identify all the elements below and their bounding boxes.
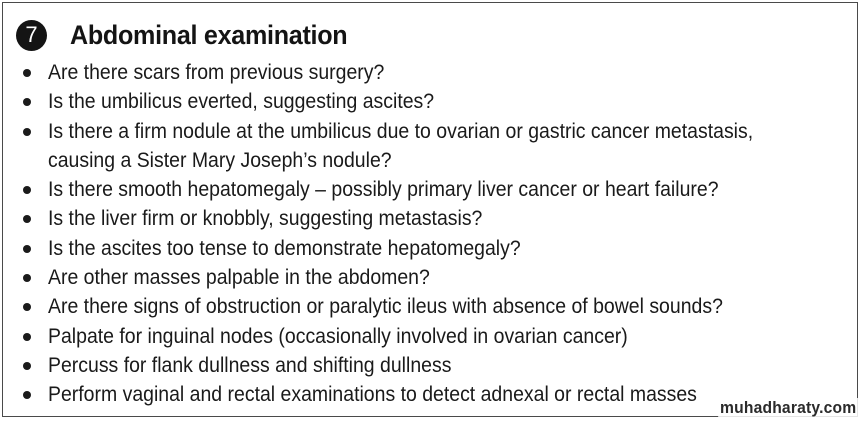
list-item-text: Are there scars from previous surgery?: [48, 60, 385, 84]
list-item-text: Is there smooth hepatomegaly – possibly primary liver cancer or heart failure?: [48, 177, 719, 202]
bullet-icon: [17, 322, 48, 341]
list-item: [17, 87, 859, 116]
list-item: [17, 234, 859, 263]
checklist: [17, 58, 859, 410]
list-item-text: Is the umbilicus everted, suggesting ascites?: [48, 89, 435, 114]
list-item-text: Are other masses palpable in the abdomen?: [48, 265, 430, 290]
content-box: [2, 2, 858, 417]
bullet-icon: [17, 87, 48, 106]
list-item-text: Are there signs of obstruction or paralytic ileus with absence of bowel sounds?: [48, 294, 723, 319]
section-title: Abdominal examination: [70, 19, 348, 50]
section-number-badge: 7: [16, 20, 47, 51]
bullet-icon: [17, 117, 48, 136]
list-item-text: Is the ascites too tense to demonstrate hepatomegaly?: [48, 235, 521, 260]
bullet-icon: [17, 263, 48, 282]
bullet-icon: [17, 292, 48, 311]
list-item: [17, 204, 859, 233]
list-item: [17, 117, 859, 176]
list-item-text: [48, 117, 753, 176]
site-watermark: muhadharaty.com: [719, 398, 857, 417]
bullet-icon: [17, 234, 48, 253]
section-header: [16, 18, 368, 52]
bullet-icon: [17, 351, 48, 370]
list-item: [17, 351, 859, 380]
list-item-line: causing a Sister Mary Joseph’s nodule?: [48, 147, 392, 172]
bullet-icon: [17, 58, 48, 77]
list-item-line: Is there a firm nodule at the umbilicus due to ovarian or gastric cancer metastasis,: [48, 118, 754, 143]
list-item: [17, 58, 859, 87]
list-item-text: Perform vaginal and rectal examinations to detect adnexal or rectal masses: [48, 382, 697, 407]
list-item-text: Palpate for inguinal nodes (occasionally involved in ovarian cancer): [48, 323, 628, 348]
list-item: [17, 263, 859, 292]
bullet-icon: [17, 380, 48, 399]
list-item-text: Percuss for flank dullness and shifting dullness: [48, 352, 452, 377]
list-item-text: Is the liver firm or knobbly, suggesting metastasis?: [48, 206, 483, 231]
bullet-icon: [17, 204, 48, 223]
list-item: [17, 322, 859, 351]
list-item: [17, 292, 859, 321]
bullet-icon: [17, 175, 48, 194]
list-item: [17, 175, 859, 204]
